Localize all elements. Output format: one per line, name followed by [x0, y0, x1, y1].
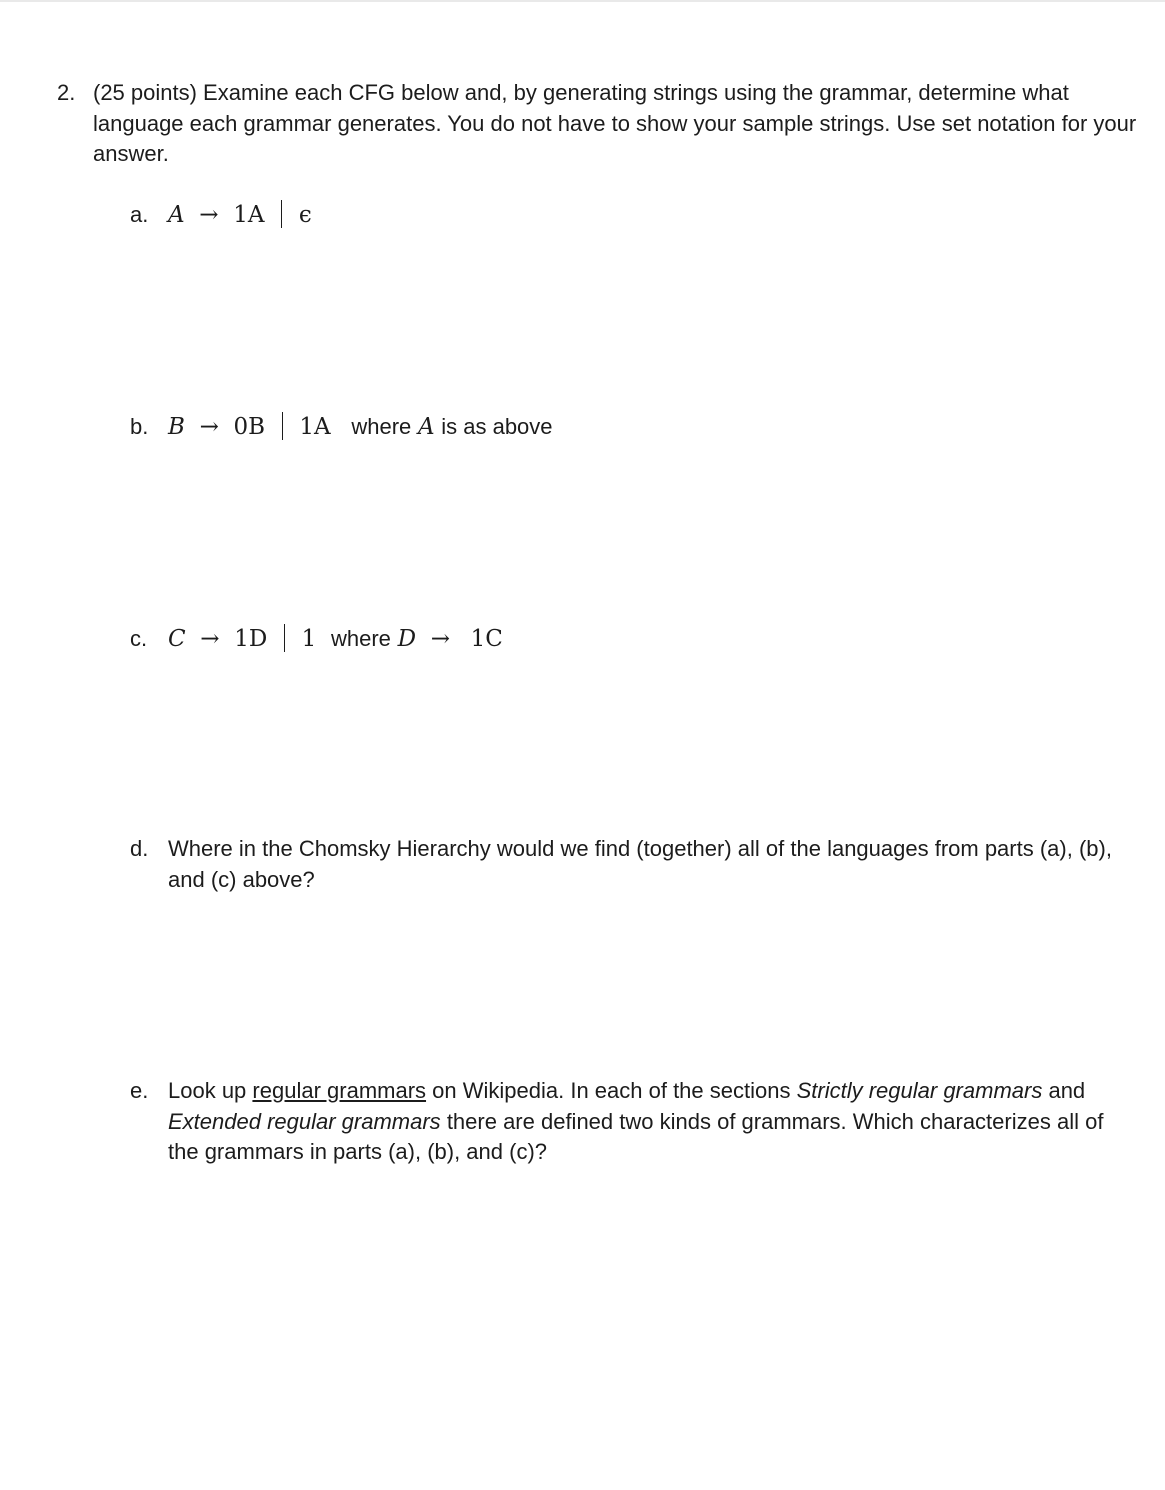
part-a-rhs2: ϵ — [298, 202, 312, 228]
part-c-rhs1: 1D — [234, 626, 268, 652]
part-c-arrow: → — [200, 626, 220, 652]
part-e-italic-extended: Extended regular grammars — [168, 1108, 441, 1134]
part-c-grammar — [168, 624, 503, 654]
part-c-note-rhs: 1C — [470, 626, 503, 652]
part-a-arrow: → — [199, 202, 219, 228]
part-b-rhs2: 1A — [299, 414, 331, 440]
part-e-text-2: on Wikipedia. In each of the sections — [432, 1078, 791, 1103]
part-a-grammar — [168, 200, 312, 230]
question-number: 2. — [57, 80, 76, 105]
part-b-note-post: is as above — [441, 414, 553, 439]
part-a-lhs: A — [168, 202, 185, 228]
part-e-text-4: there are defined two kinds of grammars. Which characterizes all of the grammars in parts (a), (b), and (c)? — [168, 1108, 1104, 1164]
part-b-arrow: → — [199, 414, 219, 440]
part-a-label: a. — [130, 202, 149, 227]
part-b-alternation-bar — [282, 412, 283, 440]
part-e-text-1: Look up — [168, 1078, 247, 1103]
part-e-italic-strictly: Strictly regular grammars — [796, 1078, 1043, 1103]
part-c-alternation-bar — [284, 624, 285, 652]
question-prompt: (25 points) Examine each CFG below and, by generating strings using the grammar, determine what language each grammar generates. You do not have to show your sample strings. Use set notation for your answer. — [93, 80, 1137, 166]
part-b-lhs: B — [168, 414, 185, 440]
part-d-text: Where in the Chomsky Hierarchy would we find (together) all of the languages from parts (a), (b), and (c) above? — [168, 836, 1112, 892]
part-b-note-pre: where — [351, 414, 412, 439]
part-d-label: d. — [130, 836, 149, 861]
part-c-note-pre: where — [330, 626, 391, 651]
part-c-label: c. — [130, 626, 148, 651]
part-c-note-lhs: D — [397, 626, 417, 652]
part-a-rhs1: 1A — [233, 202, 265, 228]
part-b-rhs1: 0B — [233, 414, 266, 440]
part-c-lhs: C — [168, 626, 186, 652]
part-b-grammar — [168, 412, 553, 442]
part-c-note-arrow: → — [430, 626, 450, 652]
part-b-note-var: A — [417, 414, 435, 440]
part-b-label: b. — [130, 414, 149, 439]
part-e-label: e. — [130, 1078, 149, 1103]
part-e-text — [168, 1076, 1128, 1168]
part-c-rhs2: 1 — [301, 626, 317, 652]
regular-grammars-link[interactable]: regular grammars — [252, 1078, 427, 1103]
top-divider — [0, 0, 1165, 2]
part-e-text-3: and — [1048, 1078, 1086, 1103]
part-a-alternation-bar — [281, 200, 282, 228]
